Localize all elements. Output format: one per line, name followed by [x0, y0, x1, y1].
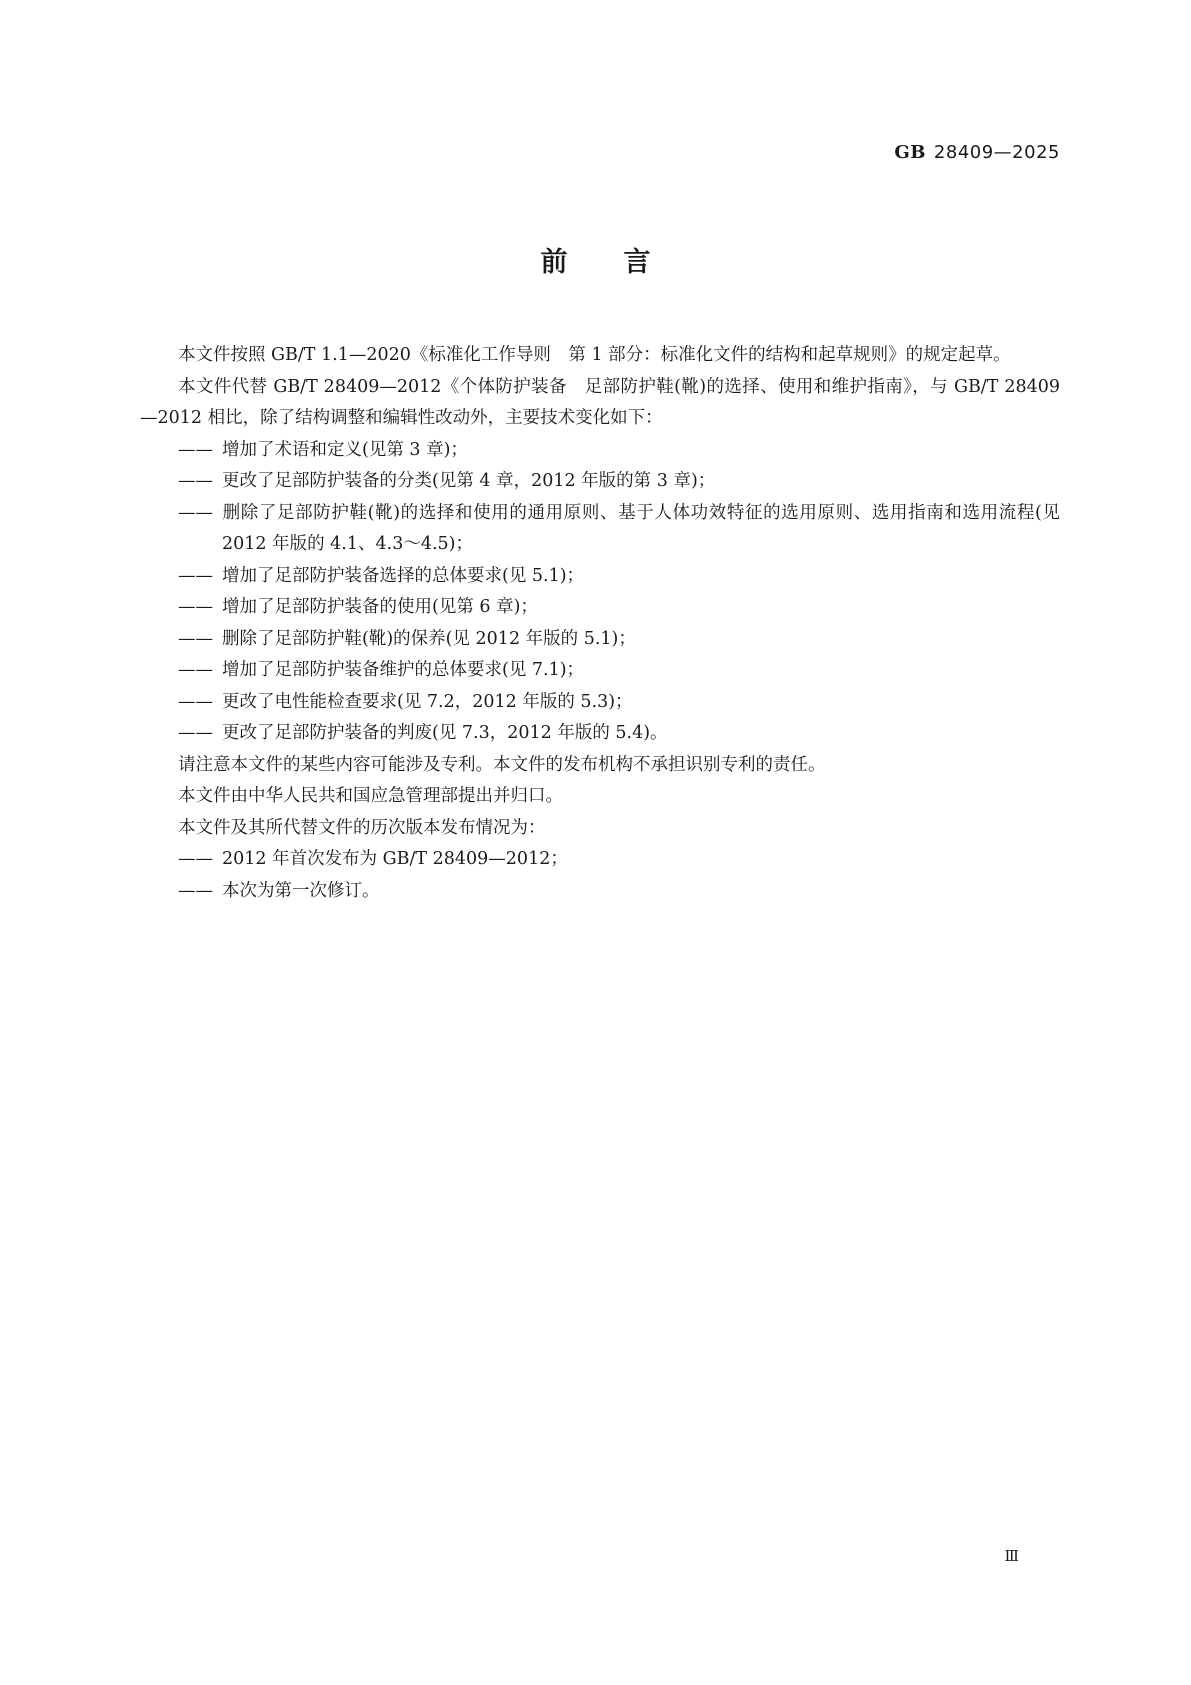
document-body: [140, 340, 1060, 907]
list-item-text: 2012 年首次发布为 GB/T 28409—2012；: [222, 849, 568, 869]
list-item-text: 更改了足部防护装备的判废(见 7.3，2012 年版的 5.4)。: [222, 723, 668, 743]
dash-marker: ——: [178, 628, 213, 649]
paragraph-drafting-rules: 本文件按照 GB/T 1.1—2020《标准化工作导则 第 1 部分：标准化文件的结构和起草规则》的规定起草。: [178, 345, 1011, 365]
dash-marker: ——: [178, 849, 213, 869]
dash-marker: ——: [178, 691, 213, 712]
list-item-text: 增加了足部防护装备选择的总体要求(见 5.1)；: [222, 565, 585, 586]
list-item: [140, 687, 1060, 719]
list-item: [140, 592, 1060, 624]
list-item-text: 删除了足部防护鞋(靴)的选择和使用的通用原则、基于人体功效特征的选用原则、选用指南和选用流程(见 2012 年版的 4.1、4.3～4.5)；: [222, 502, 1060, 554]
list-item-text: 更改了足部防护装备的分类(见第 4 章，2012 年版的第 3 章)；: [222, 471, 716, 491]
page-title: 前言: [540, 247, 707, 278]
dash-marker: ——: [178, 471, 213, 491]
list-item-text: 更改了电性能检查要求(见 7.2，2012 年版的 5.3)；: [222, 691, 633, 712]
paragraph-proposer: 本文件由中华人民共和国应急管理部提出并归口。: [178, 786, 563, 806]
standard-prefix: GB: [894, 142, 926, 163]
list-item: [140, 655, 1060, 687]
dash-marker: ——: [178, 565, 213, 586]
history-list: [140, 844, 1060, 907]
dash-marker: ——: [178, 439, 213, 460]
dash-marker: ——: [178, 597, 213, 617]
list-item-text: 删除了足部防护鞋(靴)的保养(见 2012 年版的 5.1)；: [222, 628, 636, 649]
paragraph-history-intro: 本文件及其所代替文件的历次版本发布情况为：: [178, 817, 546, 838]
standard-number: 28409—2025: [933, 142, 1060, 163]
list-item: [140, 466, 1060, 498]
paragraph-replacement: 本文件代替 GB/T 28409—2012《个体防护装备 足部防护鞋(靴)的选择、使用和维护指南》，与 GB/T 28409—2012 相比，除了结构调整和编辑性改动外，主要技术变化如下：: [140, 376, 1060, 428]
list-item-text: 增加了足部防护装备维护的总体要求(见 7.1)；: [222, 660, 585, 680]
list-item: [140, 624, 1060, 656]
standard-code: [894, 142, 1060, 163]
list-item: [140, 561, 1060, 593]
dash-marker: ——: [178, 723, 213, 743]
list-item-text: 本次为第一次修订。: [222, 880, 380, 901]
dash-marker: ——: [178, 502, 213, 523]
list-item: [140, 718, 1060, 750]
list-item: [140, 844, 1060, 876]
paragraph-patent-notice: 请注意本文件的某些内容可能涉及专利。本文件的发布机构不承担识别专利的责任。: [178, 754, 826, 775]
dash-marker: ——: [178, 880, 213, 901]
list-item: [140, 498, 1060, 561]
page-number: Ⅲ: [1004, 1547, 1019, 1565]
list-item-text: 增加了术语和定义(见第 3 章)；: [222, 439, 468, 460]
list-item-text: 增加了足部防护装备的使用(见第 6 章)；: [222, 597, 538, 617]
list-item: [140, 435, 1060, 467]
list-item: [140, 876, 1060, 908]
dash-marker: ——: [178, 660, 213, 680]
changes-list: [140, 435, 1060, 750]
